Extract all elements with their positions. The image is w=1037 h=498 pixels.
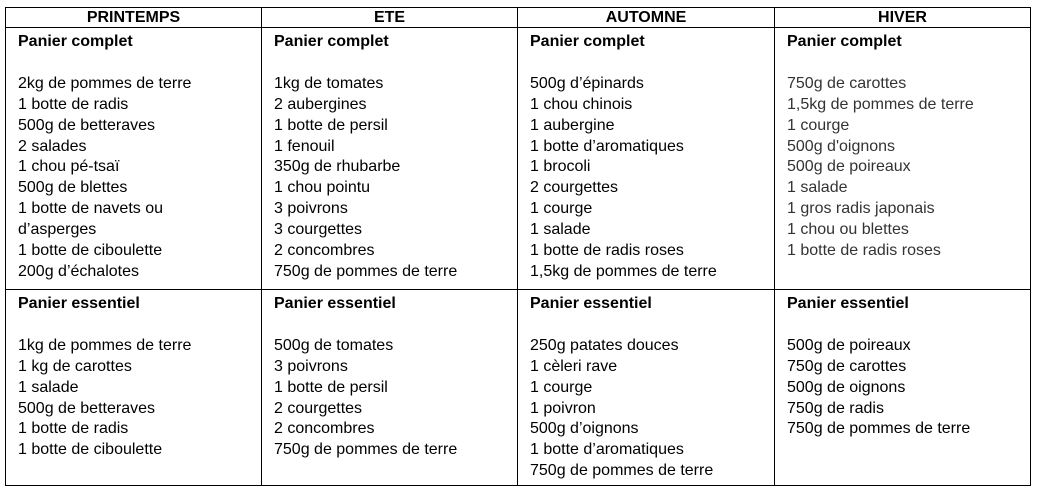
list-item: 1 cèleri rave	[530, 357, 618, 375]
list-item: 1 botte de radis	[18, 95, 129, 113]
list-item: 500g de blettes	[18, 179, 128, 197]
list-item: 1 courge	[787, 116, 850, 134]
basket-title: Panier complet	[787, 33, 902, 50]
list-item: 1 courge	[530, 200, 593, 218]
list-item: 2kg de pommes de terre	[18, 74, 192, 92]
list-item: 1 fenouil	[274, 137, 335, 155]
list-item: 500g de oignons	[787, 378, 906, 396]
list-item: 1 botte de ciboulette	[18, 441, 163, 459]
cell-automne-complet	[518, 28, 775, 290]
cell-ete-essentiel	[262, 290, 518, 486]
list-item: 2 concombres	[274, 242, 375, 260]
header-hiver: HIVER	[775, 8, 1031, 28]
list-item: 1kg de tomates	[274, 74, 384, 92]
basket-item-list	[274, 74, 517, 283]
list-item: 750g de carottes	[787, 74, 907, 92]
list-item: 2 concombres	[274, 420, 375, 438]
list-item: 1,5kg de pommes de terre	[530, 262, 717, 280]
list-item: 750g de pommes de terre	[787, 420, 971, 438]
list-item: 200g d’échalotes	[18, 262, 139, 280]
list-item: 1 chou pointu	[274, 179, 371, 197]
cell-automne-essentiel	[518, 290, 775, 486]
basket-title: Panier essentiel	[530, 295, 652, 312]
cell-printemps-complet	[6, 28, 262, 290]
basket-title: Panier complet	[530, 33, 645, 50]
basket-title: Panier essentiel	[787, 295, 909, 312]
spacer	[787, 53, 1030, 74]
cell-hiver-essentiel	[775, 290, 1031, 486]
list-item: 3 poivrons	[274, 200, 348, 218]
header-printemps: PRINTEMPS	[6, 8, 262, 28]
basket-item-list	[18, 336, 261, 461]
basket-title: Panier complet	[274, 33, 389, 50]
list-item: 2 courgettes	[274, 399, 363, 417]
list-item: 500g de poireaux	[787, 158, 911, 176]
list-item: 350g de rhubarbe	[274, 158, 401, 176]
table-row-complet	[6, 28, 1031, 290]
list-item: 3 poivrons	[274, 357, 348, 375]
list-item: 1 gros radis japonais	[787, 200, 935, 218]
list-item: 1 aubergine	[530, 116, 615, 134]
basket-item-list	[530, 336, 774, 482]
table-row-essentiel	[6, 290, 1031, 486]
list-item: 1 salade	[18, 378, 79, 396]
list-item: 1 salade	[787, 179, 848, 197]
basket-item-list	[787, 336, 1030, 441]
list-item: 1 botte de radis roses	[530, 242, 684, 260]
list-item: 1 botte de radis	[18, 420, 129, 438]
list-item: 1 chou ou blettes	[787, 221, 909, 239]
spacer	[18, 53, 261, 74]
seasonal-baskets-table	[5, 7, 1031, 486]
list-item: 3 courgettes	[274, 221, 363, 239]
list-item: 1 botte de ciboulette	[18, 242, 163, 260]
list-item: 750g de pommes de terre	[274, 262, 458, 280]
spacer	[530, 53, 774, 74]
basket-title: Panier essentiel	[274, 295, 396, 312]
spacer	[787, 315, 1030, 336]
basket-item-list	[787, 74, 1030, 262]
list-item: 1 kg de carottes	[18, 357, 132, 375]
list-item: 1 botte de persil	[274, 378, 388, 396]
list-item: 1 courge	[530, 378, 593, 396]
list-item: 500g de tomates	[274, 336, 394, 354]
list-item: 1,5kg de pommes de terre	[787, 95, 974, 113]
list-item: 500g de betteraves	[18, 116, 155, 134]
list-item: 2 aubergines	[274, 95, 367, 113]
list-item: 1 poivron	[530, 399, 596, 417]
basket-title: Panier complet	[18, 33, 133, 50]
list-item: d’asperges	[18, 221, 97, 239]
list-item: 1 botte d’aromatiques	[530, 137, 684, 155]
list-item: 2 courgettes	[530, 179, 619, 197]
list-item: 1 botte de persil	[274, 116, 388, 134]
spacer	[274, 315, 517, 336]
basket-item-list	[530, 74, 774, 283]
basket-title: Panier essentiel	[18, 295, 140, 312]
list-item: 2 salades	[18, 137, 87, 155]
list-item: 500g d’oignons	[530, 420, 639, 438]
list-item: 750g de carottes	[787, 357, 907, 375]
spacer	[18, 315, 261, 336]
list-item: 750g de pommes de terre	[274, 441, 458, 459]
list-item: 1 chou pé-tsaï	[18, 158, 120, 176]
list-item: 500g d'oignons	[787, 137, 896, 155]
list-item: 1kg de pommes de terre	[18, 336, 192, 354]
cell-hiver-complet	[775, 28, 1031, 290]
basket-item-list	[18, 74, 261, 283]
cell-ete-complet	[262, 28, 518, 290]
header-row	[6, 8, 1031, 28]
list-item: 500g d’épinards	[530, 74, 644, 92]
list-item: 750g de pommes de terre	[530, 462, 714, 480]
list-item: 1 chou chinois	[530, 95, 633, 113]
cell-printemps-essentiel	[6, 290, 262, 486]
spacer	[274, 53, 517, 74]
list-item: 750g de radis	[787, 399, 884, 417]
list-item: 1 salade	[530, 221, 591, 239]
spacer	[530, 315, 774, 336]
basket-item-list	[274, 336, 517, 461]
header-ete: ETE	[262, 8, 518, 28]
table-body	[6, 28, 1031, 486]
header-automne: AUTOMNE	[518, 8, 775, 28]
list-item: 1 brocoli	[530, 158, 591, 176]
list-item: 500g de betteraves	[18, 399, 155, 417]
list-item: 500g de poireaux	[787, 336, 911, 354]
list-item: 1 botte de navets ou	[18, 200, 163, 218]
list-item: 250g patates douces	[530, 336, 679, 354]
list-item: 1 botte de radis roses	[787, 242, 941, 260]
list-item: 1 botte d’aromatiques	[530, 441, 684, 459]
